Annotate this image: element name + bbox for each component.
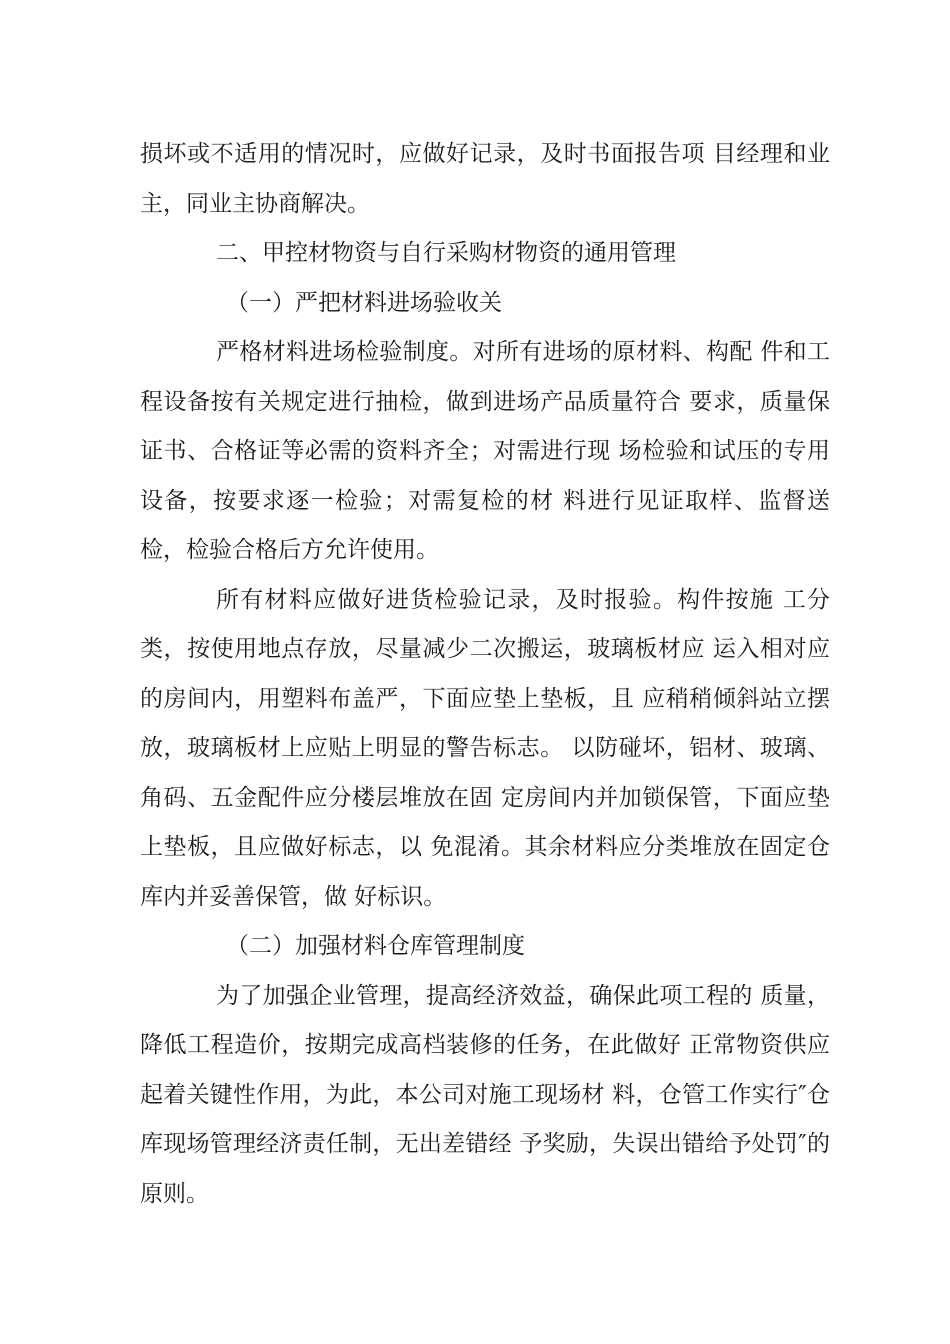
- subsection-heading: （一）严把材料进场验收关: [226, 289, 502, 316]
- paragraph: 所有材料应做好进货检验记录，及时报验。构件按施 工分类，按使用地点存放，尽量减少二次搬运，玻璃板材应 运入相对应的房间内，用塑料布盖严，下面应垫上垫板，且 应稍稍倾斜站立摆放，玻璃板材上应贴上明显的警告标志。 以防碰坏，铝材、玻璃、角码、五金配件应分楼层堆放在固 定房间内并加锁保管，下面应垫上垫板，且应做好标志，以 免混淆。其余材料应分类堆放在固定仓库内并妥善保管，做 好标识。: [140, 586, 830, 910]
- paragraph: 为了加强企业管理，提高经济效益，确保此项工程的 质量，降低工程造价，按期完成高档装修的任务，在此做好 正常物资供应起着关键性作用，为此，本公司对施工现场材 料，仓管工作实行″仓库现场管理经济责任制，无出差错经 予奖励，失误出错给予处罚″的原则。: [140, 982, 830, 1207]
- paragraph: 严格材料进场检验制度。对所有进场的原材料、构配 件和工程设备按有关规定进行抽检，做到进场产品质量符合 要求，质量保证书、合格证等必需的资料齐全；对需进行现 场检验和试压的专用设备，按要求逐一检验；对需复检的材 料进行见证取样、监督送检，检验合格后方允许使用。: [140, 339, 830, 563]
- subsection-heading: （二）加强材料仓库管理制度: [226, 933, 525, 959]
- paragraph-continuation: 损坏或不适用的情况时，应做好记录，及时书面报告项 目经理和业主，同业主协商解决。: [140, 141, 830, 217]
- section-heading: 二、甲控材物资与自行采购材物资的通用管理: [216, 240, 676, 266]
- document-body: [140, 130, 830, 1219]
